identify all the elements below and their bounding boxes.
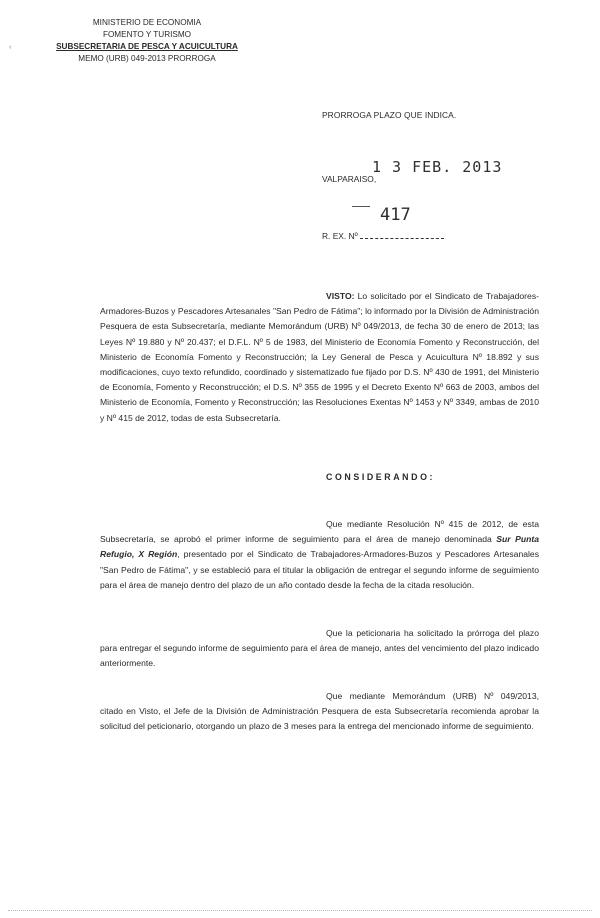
p3-text: Que mediante Memorándum (URB) Nº 049/2013, citado en Visto, el Jefe de la División de Administración Pesquera de esta Subsecretaría recomienda aprobar la solicitud del peticionario, otorgando un plazo de 3 meses para la entrega del mencionado informe de seguimiento.: [100, 691, 539, 732]
scan-bottom-edge: [8, 910, 592, 911]
letterhead-subsecretaria: SUBSECRETARIA DE PESCA Y ACUICULTURA: [56, 42, 238, 51]
visto-paragraph: [100, 289, 539, 426]
letterhead-ministry: MINISTERIO DE ECONOMIA: [92, 18, 202, 27]
number-dash-mark: [352, 206, 370, 207]
resolution-label: R. EX. Nº: [322, 231, 358, 241]
letterhead-ministry-sub: FOMENTO Y TURISMO: [102, 30, 192, 39]
p1-text-a: Que mediante Resolución Nº 415 de 2012, de esta Subsecretaría, se aprobó el primer informe de seguimiento para el área de manejo denominada: [100, 519, 539, 545]
place-label: VALPARAISO,: [322, 174, 377, 184]
visto-text: Lo solicitado por el Sindicato de Trabajadores-Armadores-Buzos y Pescadores Artesanales "San Pedro de Fátima"; lo informado por la División de Administración Pesquera de esta Subsecretaría, mediante Memorándum (URB) Nº 049/2013, de fecha 30 de enero de 2013; las Leyes Nº 19.880 y Nº 20.437; el D.F.L. Nº 5 de 1983, del Ministerio de Economía Fomento y Reconstrucción, del Ministerio de Economía Fomento y Reconstrucción; la Ley General de Pesca y Acuicultura Nº 18.892 y sus modificaciones, cuyo texto refundido, coordinado y sistematizado fue fijado por D.S. Nº 430 de 1991, del Ministerio de Economía, Fomento y Reconstrucción; el D.S. Nº 355 de 1995 y el Decreto Exento Nº 663 de 2003, ambos del Ministerio de Economía, Fomento y Reconstrucción; las Resoluciones Exentas Nº 1453 y Nº 3349, ambas de 2010 y Nº 415 de 2012, todas de esta Subsecretaría.: [100, 291, 539, 423]
document-subject: PRORROGA PLAZO QUE INDICA.: [322, 110, 457, 120]
letterhead-memo-ref: MEMO (URB) 049-2013 PRORROGA: [78, 54, 216, 63]
considerando-paragraph-1: [100, 517, 539, 593]
margin-scan-mark: ‹: [9, 44, 12, 51]
considerando-heading: CONSIDERANDO:: [326, 472, 436, 482]
p1-text-b: , presentado por el Sindicato de Trabajadores-Armadores-Buzos y Pescadores Artesanales "San Pedro de Fátima", y se estableció para el titular la obligación de entregar el segundo informe de seguimiento para el área de manejo dentro del plazo de un año contado desde la fecha de la citada resolución.: [100, 549, 539, 590]
resolution-number-line: [360, 230, 444, 239]
considerando-paragraph-2: [100, 626, 539, 672]
resolution-number: 417: [380, 205, 411, 225]
letterhead: [52, 17, 242, 65]
p2-text: Que la peticionaria ha solicitado la prórroga del plazo para entregar el segundo informe de seguimiento para el área de manejo, antes del vencimiento del plazo indicado anteriormente.: [100, 628, 539, 669]
considerando-paragraph-3: [100, 689, 539, 735]
resolution-label-row: [322, 229, 444, 244]
visto-lead: VISTO:: [326, 291, 355, 301]
date-stamp: 1 3 FEB. 2013: [372, 158, 503, 176]
area-name: Sur Punta Refugio, X Región: [100, 534, 539, 560]
